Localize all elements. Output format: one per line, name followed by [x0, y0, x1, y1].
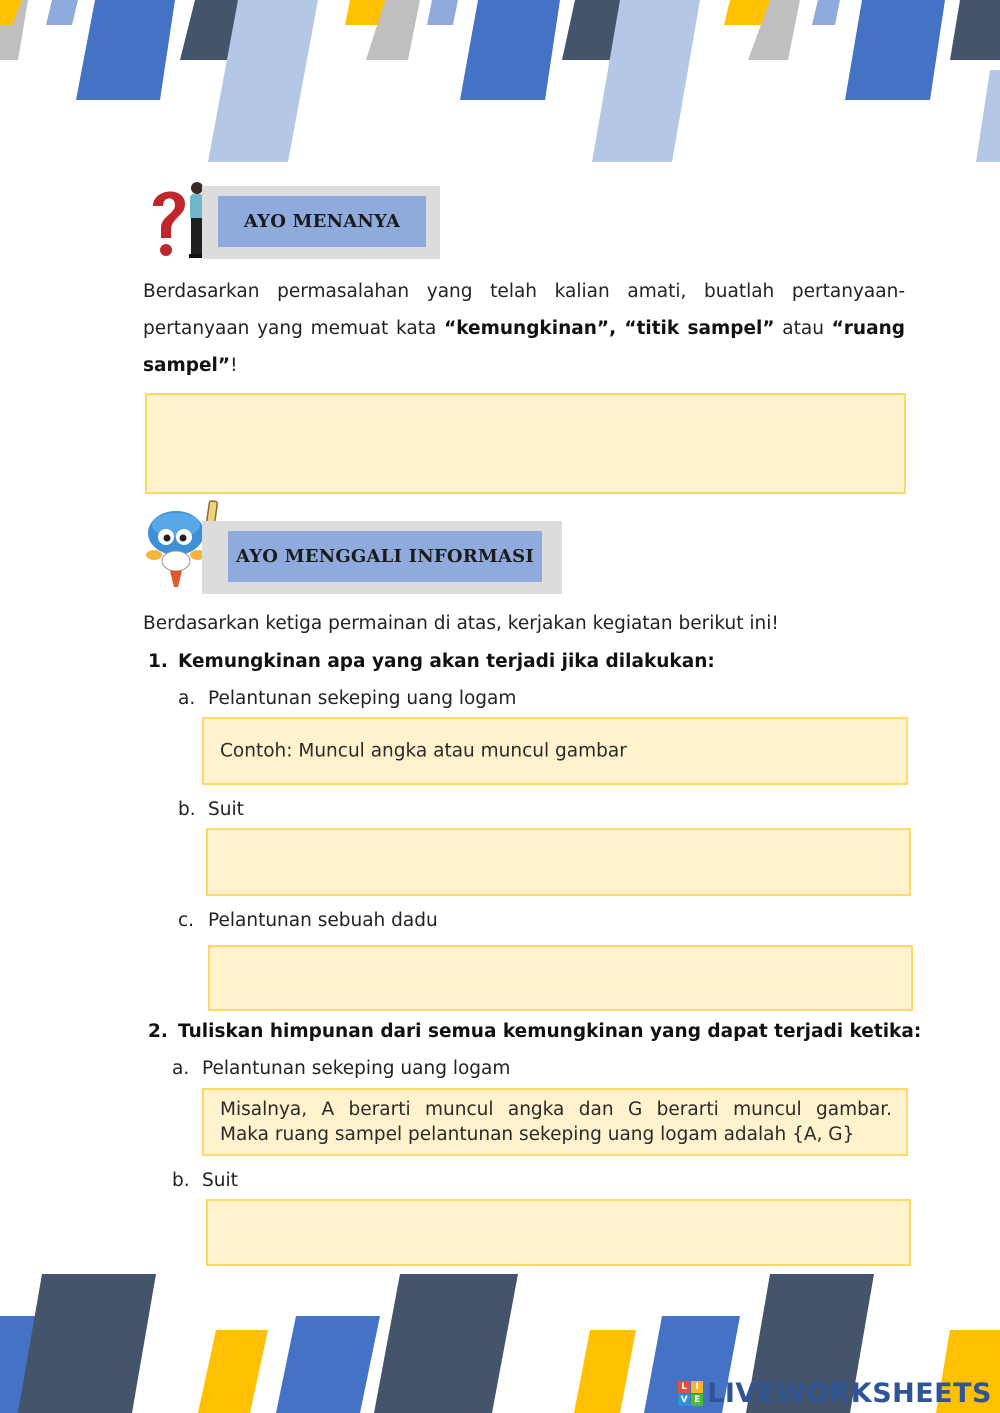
q1-item-b-label: Suit	[208, 799, 244, 820]
answer-box-questions[interactable]	[145, 393, 906, 494]
q1-item-c-letter: c.	[178, 910, 195, 931]
answer-example-q2a-line2: Maka ruang sampel pelantunan sekeping uang logam adalah {A, G}	[220, 1124, 855, 1145]
logo-letter-v: V	[678, 1394, 690, 1406]
section2-intro: Berdasarkan ketiga permainan di atas, kerjakan kegiatan berikut ini!	[143, 613, 779, 634]
question-2-number: 2.	[148, 1021, 168, 1042]
section-title-ayo-menggali-informasi: AYO MENGGALI INFORMASI	[228, 531, 542, 582]
q1-item-c-label: Pelantunan sebuah dadu	[208, 910, 438, 931]
q1-item-a-label: Pelantunan sekeping uang logam	[208, 688, 517, 709]
liveworksheets-wordmark: LIVEWORKSHEETS	[707, 1377, 992, 1409]
logo-letter-l: L	[678, 1381, 690, 1393]
q1-item-b-letter: b.	[178, 799, 196, 820]
question-1-number: 1.	[148, 651, 168, 672]
section-header-ayo-menggali-informasi	[202, 521, 562, 594]
q1-item-a-letter: a.	[178, 688, 196, 709]
answer-example-q2a-line1: Misalnya, A berarti muncul angka dan G berarti muncul gambar.	[220, 1099, 892, 1120]
q2-item-a-label: Pelantunan sekeping uang logam	[202, 1058, 511, 1079]
liveworksheets-brand	[678, 1373, 992, 1413]
q2-item-b-letter: b.	[172, 1170, 190, 1191]
section1-instruction	[143, 273, 905, 384]
logo-letter-i: I	[691, 1381, 703, 1393]
instruction-keyword-2: “ruang sampel”	[143, 318, 905, 376]
logo-letter-e: E	[691, 1394, 703, 1406]
question-1-text: Kemungkinan apa yang akan terjadi jika dilakukan:	[178, 651, 715, 672]
answer-example-q2a	[220, 1097, 892, 1147]
answer-box-q1b[interactable]	[206, 828, 911, 896]
instruction-connector: atau	[774, 318, 832, 339]
question-2-text: Tuliskan himpunan dari semua kemungkinan yang dapat terjadi ketika:	[178, 1021, 922, 1042]
answer-box-q1a[interactable]	[202, 717, 908, 785]
liveworksheets-logo-icon	[678, 1381, 703, 1406]
instruction-end: !	[230, 355, 238, 376]
section-title-ayo-menanya: AYO MENANYA	[218, 196, 426, 247]
section-header-ayo-menanya	[202, 186, 440, 259]
instruction-text: Berdasarkan permasalahan yang telah kalian amati, buatlah pertanyaan-pertanyaan yang memuat kata	[143, 281, 905, 339]
answer-box-q1c[interactable]	[208, 945, 913, 1011]
instruction-keyword-1: “kemungkinan”, “titik sampel”	[444, 318, 775, 339]
answer-box-q2b[interactable]	[206, 1199, 911, 1266]
answer-example-q1a: Contoh: Muncul angka atau muncul gambar	[220, 740, 627, 762]
top-decoration	[0, 0, 1000, 170]
q2-item-b-label: Suit	[202, 1170, 238, 1191]
answer-box-q2a[interactable]	[202, 1088, 908, 1156]
q2-item-a-letter: a.	[172, 1058, 190, 1079]
